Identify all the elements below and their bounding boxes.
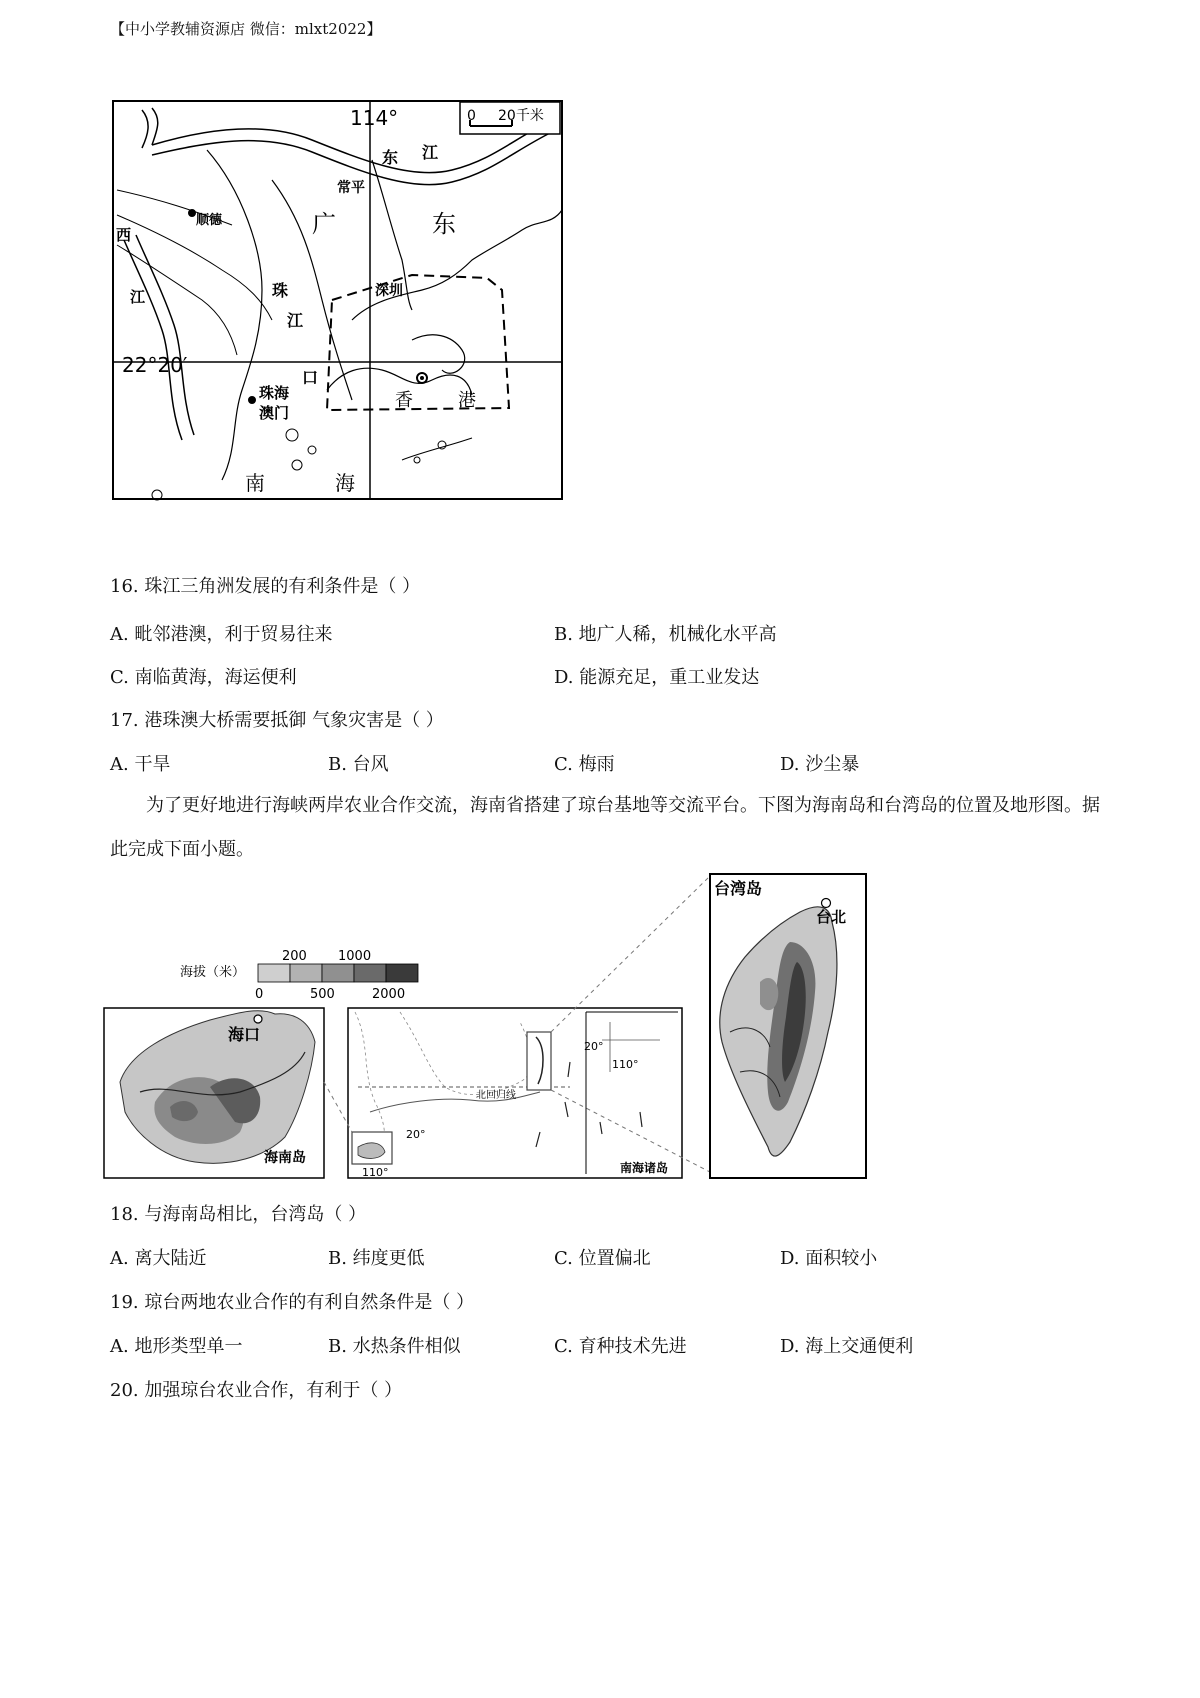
- passage-text: 为了更好地进行海峡两岸农业合作交流，海南省搭建了琼台基地等交流平台。下图为海南岛和台湾岛的位置及地形图。据此完成下面小题。: [110, 795, 1100, 860]
- watermark-header: 【中小学教辅资源店 微信：mlxt2022】: [110, 20, 382, 38]
- label-dong: 东: [432, 210, 456, 238]
- q19-option-c[interactable]: C. 育种技术先进: [554, 1336, 687, 1357]
- q18-option-d[interactable]: D. 面积较小: [780, 1248, 878, 1269]
- label-kou: 口: [302, 368, 319, 387]
- scale-zero: 0: [467, 108, 476, 124]
- q17-option-b[interactable]: B. 台风: [328, 754, 389, 775]
- q16-option-b[interactable]: B. 地广人稀，机械化水平高: [554, 624, 777, 645]
- legend-0: 0: [255, 987, 264, 1002]
- legend-1000: 1000: [338, 949, 372, 964]
- label-south-sea-islands: 南海诸岛: [620, 1161, 669, 1175]
- q19-option-b[interactable]: B. 水热条件相似: [328, 1336, 461, 1357]
- q17-option-d[interactable]: D. 沙尘暴: [780, 754, 860, 775]
- label-20deg-b: 20°: [584, 1040, 604, 1053]
- latitude-label: 22°20′: [122, 353, 188, 377]
- label-110deg-a: 110°: [362, 1166, 389, 1179]
- legend-200: 200: [282, 949, 307, 964]
- label-haikou: 海口: [228, 1025, 261, 1044]
- question-16: 16. 珠江三角洲发展的有利条件是（ ）: [110, 576, 421, 597]
- label-tropic: 北回归线: [476, 1090, 516, 1101]
- label-110deg-b: 110°: [612, 1058, 639, 1071]
- label-zhu: 珠: [272, 281, 289, 300]
- label-shunde: 顺德: [196, 213, 223, 228]
- label-west-1: 西: [116, 226, 132, 244]
- question-19: 19. 琼台两地农业合作的有利自然条件是（ ）: [110, 1292, 475, 1313]
- label-jiang: 江: [287, 311, 304, 330]
- question-18: 18. 与海南岛相比，台湾岛（ ）: [110, 1204, 367, 1225]
- label-macao: 澳门: [259, 404, 290, 422]
- q16-option-a[interactable]: A. 毗邻港澳，利于贸易往来: [110, 624, 333, 645]
- q16-option-d[interactable]: D. 能源充足，重工业发达: [554, 667, 760, 688]
- label-zhuhai: 珠海: [259, 384, 290, 402]
- label-hainan-island: 海南岛: [264, 1150, 306, 1166]
- hainan-taiwan-map: [100, 872, 900, 1182]
- legend-title: 海拔（米）: [180, 965, 246, 980]
- q17-option-a[interactable]: A. 干旱: [110, 754, 171, 775]
- q19-option-d[interactable]: D. 海上交通便利: [780, 1336, 914, 1357]
- label-nan: 南: [245, 471, 265, 495]
- label-taiwan-island: 台湾岛: [714, 879, 763, 898]
- label-shenzhen: 深圳: [375, 283, 403, 299]
- q19-option-a[interactable]: A. 地形类型单一: [110, 1336, 243, 1357]
- q17-option-c[interactable]: C. 梅雨: [554, 754, 615, 775]
- q18-option-a[interactable]: A. 离大陆近: [110, 1248, 207, 1269]
- question-20: 20. 加强琼台农业合作，有利于（ ）: [110, 1380, 403, 1401]
- label-guang: 广: [312, 210, 336, 238]
- q16-option-c[interactable]: C. 南临黄海，海运便利: [110, 667, 297, 688]
- question-17: 17. 港珠澳大桥需要抵御 气象灾害是（ ）: [110, 710, 444, 731]
- label-xiang: 香: [395, 390, 413, 411]
- label-changping: 常平: [337, 180, 365, 196]
- q18-option-c[interactable]: C. 位置偏北: [554, 1248, 651, 1269]
- label-taipei: 台北: [816, 908, 847, 926]
- scale-label: 20千米: [498, 108, 544, 124]
- q18-option-b[interactable]: B. 纬度更低: [328, 1248, 425, 1269]
- pearl-river-delta-map: [112, 100, 564, 502]
- label-hai: 海: [335, 471, 355, 495]
- longitude-label: 114°: [350, 106, 399, 130]
- label-20deg-a: 20°: [406, 1128, 426, 1141]
- label-dong-river-2: 江: [422, 143, 439, 162]
- label-gang: 港: [458, 390, 476, 411]
- legend-500: 500: [310, 987, 335, 1002]
- legend-2000: 2000: [372, 987, 406, 1002]
- label-west-2: 江: [130, 288, 146, 306]
- label-dong-river-1: 东: [382, 148, 399, 167]
